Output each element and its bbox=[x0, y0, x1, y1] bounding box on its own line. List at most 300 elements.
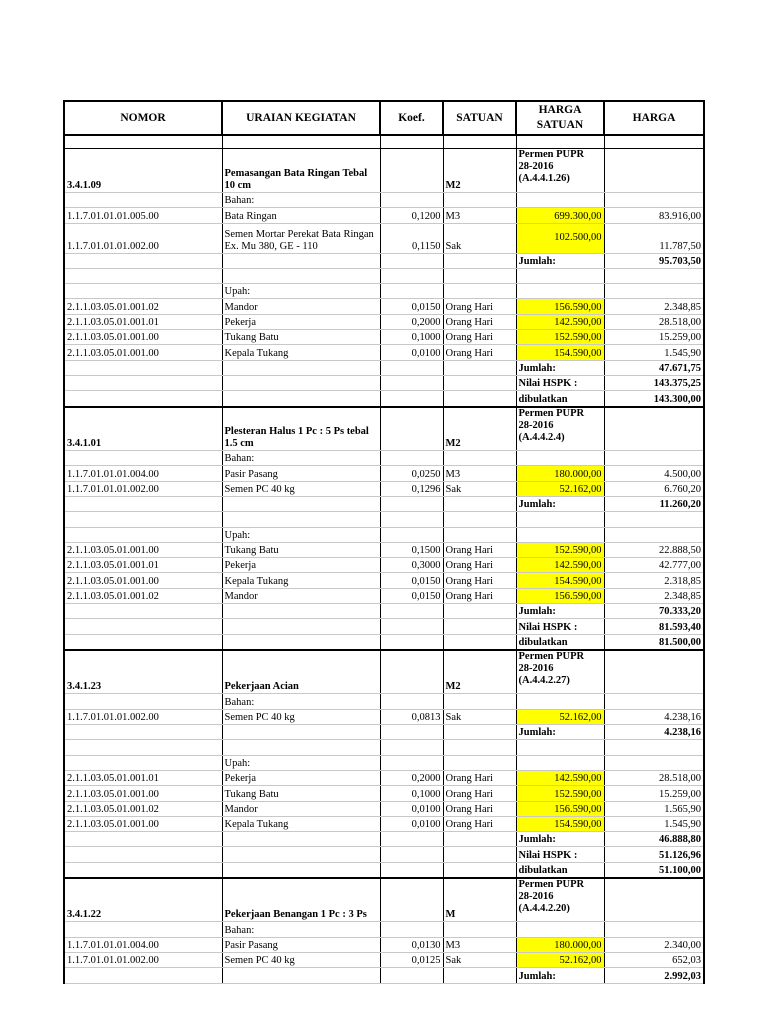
jumlah-upah-row bbox=[64, 832, 704, 847]
item-total: 11.787,50 bbox=[604, 223, 704, 253]
item-koef: 0,0100 bbox=[380, 345, 443, 360]
header-satuan: SATUAN bbox=[443, 101, 516, 135]
bahan-row bbox=[64, 481, 704, 496]
item-unit: Sak bbox=[443, 223, 516, 253]
cell-koef-empty bbox=[380, 725, 443, 740]
cell-harga-empty bbox=[604, 922, 704, 937]
jumlah-bahan-row bbox=[64, 968, 704, 983]
cell-nomor-empty bbox=[64, 968, 222, 983]
item-koef: 0,0150 bbox=[380, 573, 443, 588]
upah-row bbox=[64, 345, 704, 360]
item-unit: Sak bbox=[443, 709, 516, 724]
item-koef: 0,0100 bbox=[380, 816, 443, 831]
nilai-hspk-label: Nilai HSPK : bbox=[516, 619, 604, 634]
cell-nomor-empty bbox=[64, 755, 222, 770]
cell-nomor-empty bbox=[64, 193, 222, 208]
item-koef: 0,1000 bbox=[380, 786, 443, 801]
nilai-hspk-value: 143.375,25 bbox=[604, 375, 704, 390]
item-code: 2.1.1.03.05.01.001.01 bbox=[64, 770, 222, 785]
item-unit-price: 699.300,00 bbox=[516, 208, 604, 223]
item-koef: 0,1500 bbox=[380, 542, 443, 557]
cell-koef-empty bbox=[380, 135, 443, 149]
cell-uraian-empty bbox=[222, 253, 380, 268]
cell-koef-empty bbox=[380, 253, 443, 268]
cell-uraian-empty bbox=[222, 968, 380, 983]
jumlah-upah-row bbox=[64, 360, 704, 375]
cell-koef-empty bbox=[380, 619, 443, 634]
reference-line: Permen PUPR bbox=[518, 878, 585, 890]
item-code: 2.1.1.03.05.01.001.00 bbox=[64, 542, 222, 557]
item-name: Bata Ringan bbox=[222, 208, 380, 223]
cell-satuan-empty bbox=[443, 740, 516, 755]
cell-koef-empty bbox=[380, 922, 443, 937]
nilai-hspk-row bbox=[64, 847, 704, 862]
jumlah-bahan-value: 95.703,50 bbox=[604, 253, 704, 268]
item-name: Tukang Batu bbox=[222, 786, 380, 801]
item-total: 652,03 bbox=[604, 953, 704, 968]
item-total: 6.760,20 bbox=[604, 481, 704, 496]
dibulatkan-value: 143.300,00 bbox=[604, 391, 704, 407]
upah-label-row bbox=[64, 527, 704, 542]
cell-nomor-empty bbox=[64, 512, 222, 527]
upah-row bbox=[64, 801, 704, 816]
reference-line: 28-2016 bbox=[518, 662, 554, 674]
cell-satuan-empty bbox=[443, 193, 516, 208]
cell-satuan-empty bbox=[443, 391, 516, 407]
cell-koef-empty bbox=[380, 451, 443, 466]
cell-harga-empty bbox=[604, 193, 704, 208]
spacer-row bbox=[64, 740, 704, 755]
cell-nomor-empty bbox=[64, 253, 222, 268]
item-code: 2.1.1.03.05.01.001.02 bbox=[64, 801, 222, 816]
jumlah-upah-label: Jumlah: bbox=[516, 360, 604, 375]
item-unit-price: 156.590,00 bbox=[516, 588, 604, 603]
upah-row bbox=[64, 588, 704, 603]
item-code: 1.1.7.01.01.01.002.00 bbox=[64, 709, 222, 724]
item-total: 22.888,50 bbox=[604, 542, 704, 557]
cell-uraian-empty bbox=[222, 832, 380, 847]
jumlah-bahan-value: 11.260,20 bbox=[604, 496, 704, 511]
reference-line: (A.4.4.2.4) bbox=[518, 431, 565, 443]
jumlah-bahan-label: Jumlah: bbox=[516, 968, 604, 983]
cell-harga-satuan-empty bbox=[516, 451, 604, 466]
item-name: Semen PC 40 kg bbox=[222, 709, 380, 724]
item-total: 4.500,00 bbox=[604, 466, 704, 481]
upah-row bbox=[64, 299, 704, 314]
item-unit-price: 52.162,00 bbox=[516, 709, 604, 724]
item-total: 1.545,90 bbox=[604, 816, 704, 831]
header-nomor: NOMOR bbox=[64, 101, 222, 135]
bahan-label: Bahan: bbox=[222, 694, 380, 709]
item-koef: 0,2000 bbox=[380, 314, 443, 329]
item-koef: 0,1200 bbox=[380, 208, 443, 223]
cell-koef-empty bbox=[380, 527, 443, 542]
spreadsheet bbox=[63, 100, 703, 984]
cell-koef-empty bbox=[380, 391, 443, 407]
cell-koef-empty bbox=[380, 862, 443, 878]
section-title-row bbox=[64, 149, 704, 193]
bahan-row bbox=[64, 953, 704, 968]
item-unit-price: 152.590,00 bbox=[516, 330, 604, 345]
bahan-row bbox=[64, 709, 704, 724]
cell-satuan-empty bbox=[443, 284, 516, 299]
cell-harga-empty bbox=[604, 878, 704, 922]
cell-nomor-empty bbox=[64, 496, 222, 511]
item-code: 2.1.1.03.05.01.001.00 bbox=[64, 345, 222, 360]
item-name: Pekerja bbox=[222, 558, 380, 573]
cell-harga-empty bbox=[604, 135, 704, 149]
reference-line: (A.4.4.2.20) bbox=[518, 902, 570, 914]
item-koef: 0,0100 bbox=[380, 801, 443, 816]
cell-koef-empty bbox=[380, 268, 443, 283]
bahan-label-row bbox=[64, 694, 704, 709]
cell-satuan-empty bbox=[443, 253, 516, 268]
item-code: 1.1.7.01.01.01.002.00 bbox=[64, 953, 222, 968]
section-code: 3.4.1.09 bbox=[64, 149, 222, 193]
header-row bbox=[64, 101, 704, 135]
item-total: 28.518,00 bbox=[604, 314, 704, 329]
cell-nomor-empty bbox=[64, 135, 222, 149]
item-total: 1.565,90 bbox=[604, 801, 704, 816]
section-code: 3.4.1.01 bbox=[64, 407, 222, 451]
cell-harga-empty bbox=[604, 527, 704, 542]
item-koef: 0,0150 bbox=[380, 588, 443, 603]
item-total: 42.777,00 bbox=[604, 558, 704, 573]
item-unit: Orang Hari bbox=[443, 573, 516, 588]
cell-koef-empty bbox=[380, 740, 443, 755]
cell-harga-satuan-empty bbox=[516, 755, 604, 770]
section-code: 3.4.1.23 bbox=[64, 650, 222, 694]
item-unit-price: 156.590,00 bbox=[516, 801, 604, 816]
table-body bbox=[64, 135, 704, 983]
section-reference bbox=[516, 407, 604, 451]
cell-nomor-empty bbox=[64, 740, 222, 755]
upah-label: Upah: bbox=[222, 755, 380, 770]
upah-row bbox=[64, 573, 704, 588]
item-code: 2.1.1.03.05.01.001.01 bbox=[64, 558, 222, 573]
item-koef: 0,1296 bbox=[380, 481, 443, 496]
bahan-row bbox=[64, 208, 704, 223]
cell-koef-empty bbox=[380, 878, 443, 922]
item-unit-price: 152.590,00 bbox=[516, 786, 604, 801]
cell-koef-empty bbox=[380, 193, 443, 208]
reference-line: 28-2016 bbox=[518, 419, 554, 431]
cell-nomor-empty bbox=[64, 832, 222, 847]
item-unit-price: 156.590,00 bbox=[516, 299, 604, 314]
cell-nomor-empty bbox=[64, 284, 222, 299]
item-total: 83.916,00 bbox=[604, 208, 704, 223]
item-unit-price: 154.590,00 bbox=[516, 573, 604, 588]
cell-satuan-empty bbox=[443, 135, 516, 149]
cell-harga-empty bbox=[604, 650, 704, 694]
cell-harga-satuan-empty bbox=[516, 268, 604, 283]
nilai-hspk-row bbox=[64, 619, 704, 634]
item-name: Pasir Pasang bbox=[222, 937, 380, 952]
item-total: 4.238,16 bbox=[604, 709, 704, 724]
cell-harga-satuan-empty bbox=[516, 922, 604, 937]
cell-koef-empty bbox=[380, 284, 443, 299]
bahan-row bbox=[64, 223, 704, 253]
section-title: Pekerjaan Acian bbox=[222, 650, 380, 694]
item-total: 2.340,00 bbox=[604, 937, 704, 952]
item-koef: 0,0813 bbox=[380, 709, 443, 724]
bahan-label-row bbox=[64, 922, 704, 937]
reference-line: (A.4.4.1.26) bbox=[518, 173, 570, 184]
cell-nomor-empty bbox=[64, 268, 222, 283]
cell-koef-empty bbox=[380, 847, 443, 862]
item-name: Tukang Batu bbox=[222, 330, 380, 345]
item-code: 2.1.1.03.05.01.001.01 bbox=[64, 314, 222, 329]
item-code: 1.1.7.01.01.01.002.00 bbox=[64, 223, 222, 253]
jumlah-upah-label: Jumlah: bbox=[516, 604, 604, 619]
item-koef: 0,0125 bbox=[380, 953, 443, 968]
cell-harga-satuan-empty bbox=[516, 527, 604, 542]
cell-harga-empty bbox=[604, 284, 704, 299]
item-unit: Orang Hari bbox=[443, 345, 516, 360]
upah-row bbox=[64, 558, 704, 573]
cell-satuan-empty bbox=[443, 451, 516, 466]
cell-nomor-empty bbox=[64, 694, 222, 709]
section-title: Pemasangan Bata Ringan Tebal 10 cm bbox=[222, 149, 380, 193]
jumlah-upah-label: Jumlah: bbox=[516, 832, 604, 847]
cell-satuan-empty bbox=[443, 755, 516, 770]
item-unit: Orang Hari bbox=[443, 330, 516, 345]
item-total: 2.348,85 bbox=[604, 299, 704, 314]
cell-harga-satuan-empty bbox=[516, 740, 604, 755]
cell-uraian-empty bbox=[222, 512, 380, 527]
cell-koef-empty bbox=[380, 375, 443, 390]
item-code: 2.1.1.03.05.01.001.00 bbox=[64, 816, 222, 831]
header-harga-satuan: HARGA SATUAN bbox=[516, 101, 604, 135]
cell-nomor-empty bbox=[64, 527, 222, 542]
item-unit-price: 154.590,00 bbox=[516, 345, 604, 360]
dibulatkan-row bbox=[64, 862, 704, 878]
section-unit: M bbox=[443, 878, 516, 922]
item-unit-price: 52.162,00 bbox=[516, 481, 604, 496]
item-unit: M3 bbox=[443, 208, 516, 223]
header-harga: HARGA bbox=[604, 101, 704, 135]
item-name: Mandor bbox=[222, 299, 380, 314]
reference-line: (A.4.4.2.27) bbox=[518, 674, 570, 686]
cell-uraian-empty bbox=[222, 862, 380, 878]
item-name: Mandor bbox=[222, 801, 380, 816]
section-title: Pekerjaan Benangan 1 Pc : 3 Ps bbox=[222, 878, 380, 922]
upah-row bbox=[64, 330, 704, 345]
item-name: Pekerja bbox=[222, 314, 380, 329]
section-title-row bbox=[64, 407, 704, 451]
spacer-row bbox=[64, 135, 704, 149]
jumlah-bahan-label: Jumlah: bbox=[516, 496, 604, 511]
item-koef: 0,0130 bbox=[380, 937, 443, 952]
nilai-hspk-label: Nilai HSPK : bbox=[516, 847, 604, 862]
header-koef: Koef. bbox=[380, 101, 443, 135]
cell-koef-empty bbox=[380, 604, 443, 619]
cell-nomor-empty bbox=[64, 360, 222, 375]
dibulatkan-label: dibulatkan bbox=[516, 634, 604, 650]
bahan-label-row bbox=[64, 193, 704, 208]
cell-satuan-empty bbox=[443, 694, 516, 709]
jumlah-bahan-label: Jumlah: bbox=[516, 725, 604, 740]
jumlah-bahan-row bbox=[64, 496, 704, 511]
cell-harga-empty bbox=[604, 740, 704, 755]
cell-nomor-empty bbox=[64, 634, 222, 650]
dibulatkan-value: 81.500,00 bbox=[604, 634, 704, 650]
section-title-row bbox=[64, 650, 704, 694]
cell-koef-empty bbox=[380, 694, 443, 709]
item-unit: Orang Hari bbox=[443, 816, 516, 831]
bahan-row bbox=[64, 466, 704, 481]
dibulatkan-label: dibulatkan bbox=[516, 391, 604, 407]
item-unit: Orang Hari bbox=[443, 588, 516, 603]
cell-harga-satuan-empty bbox=[516, 284, 604, 299]
upah-label: Upah: bbox=[222, 527, 380, 542]
item-code: 2.1.1.03.05.01.001.00 bbox=[64, 573, 222, 588]
spacer-row bbox=[64, 268, 704, 283]
jumlah-upah-value: 70.333,20 bbox=[604, 604, 704, 619]
section-title: Plesteran Halus 1 Pc : 5 Ps tebal 1.5 cm bbox=[222, 407, 380, 451]
item-unit: Sak bbox=[443, 953, 516, 968]
cell-uraian-empty bbox=[222, 634, 380, 650]
reference-line: Permen PUPR bbox=[518, 407, 585, 419]
item-unit: Orang Hari bbox=[443, 786, 516, 801]
section-title-row bbox=[64, 878, 704, 922]
cell-uraian-empty bbox=[222, 619, 380, 634]
jumlah-upah-value: 46.888,80 bbox=[604, 832, 704, 847]
item-koef: 0,0150 bbox=[380, 299, 443, 314]
section-unit: M2 bbox=[443, 149, 516, 193]
cell-satuan-empty bbox=[443, 604, 516, 619]
cell-harga-empty bbox=[604, 512, 704, 527]
upah-label-row bbox=[64, 755, 704, 770]
cell-harga-empty bbox=[604, 407, 704, 451]
item-koef: 0,3000 bbox=[380, 558, 443, 573]
cell-uraian-empty bbox=[222, 604, 380, 619]
cell-koef-empty bbox=[380, 650, 443, 694]
bahan-row bbox=[64, 937, 704, 952]
reference-line: Permen PUPR bbox=[518, 149, 585, 160]
item-name: Kepala Tukang bbox=[222, 573, 380, 588]
item-unit: Orang Hari bbox=[443, 542, 516, 557]
cell-koef-empty bbox=[380, 634, 443, 650]
cell-harga-empty bbox=[604, 149, 704, 193]
item-code: 1.1.7.01.01.01.004.00 bbox=[64, 937, 222, 952]
cell-satuan-empty bbox=[443, 634, 516, 650]
item-name: Semen PC 40 kg bbox=[222, 953, 380, 968]
item-unit-price: 52.162,00 bbox=[516, 953, 604, 968]
cell-satuan-empty bbox=[443, 360, 516, 375]
cell-harga-empty bbox=[604, 451, 704, 466]
cell-koef-empty bbox=[380, 149, 443, 193]
upah-label-row bbox=[64, 284, 704, 299]
cell-harga-satuan-empty bbox=[516, 193, 604, 208]
spacer-row bbox=[64, 512, 704, 527]
cell-uraian-empty bbox=[222, 496, 380, 511]
cell-uraian-empty bbox=[222, 375, 380, 390]
cell-nomor-empty bbox=[64, 619, 222, 634]
section-reference bbox=[516, 650, 604, 694]
item-name: Kepala Tukang bbox=[222, 345, 380, 360]
item-unit: M3 bbox=[443, 466, 516, 481]
upah-row bbox=[64, 770, 704, 785]
upah-label: Upah: bbox=[222, 284, 380, 299]
cell-nomor-empty bbox=[64, 391, 222, 407]
cell-nomor-empty bbox=[64, 847, 222, 862]
cell-koef-empty bbox=[380, 512, 443, 527]
cell-satuan-empty bbox=[443, 268, 516, 283]
cell-satuan-empty bbox=[443, 847, 516, 862]
nilai-hspk-row bbox=[64, 375, 704, 390]
section-reference bbox=[516, 878, 604, 922]
item-code: 2.1.1.03.05.01.001.00 bbox=[64, 786, 222, 801]
cell-harga-satuan-empty bbox=[516, 694, 604, 709]
upah-row bbox=[64, 816, 704, 831]
item-unit: Orang Hari bbox=[443, 299, 516, 314]
item-unit: Orang Hari bbox=[443, 314, 516, 329]
jumlah-upah-value: 47.671,75 bbox=[604, 360, 704, 375]
item-unit: Orang Hari bbox=[443, 770, 516, 785]
bahan-label: Bahan: bbox=[222, 451, 380, 466]
item-code: 2.1.1.03.05.01.001.02 bbox=[64, 299, 222, 314]
nilai-hspk-label: Nilai HSPK : bbox=[516, 375, 604, 390]
cell-uraian-empty bbox=[222, 135, 380, 149]
item-unit: M3 bbox=[443, 937, 516, 952]
reference-line: 28-2016 bbox=[518, 161, 554, 172]
cell-satuan-empty bbox=[443, 527, 516, 542]
jumlah-bahan-row bbox=[64, 725, 704, 740]
upah-row bbox=[64, 786, 704, 801]
cell-nomor-empty bbox=[64, 862, 222, 878]
cell-nomor-empty bbox=[64, 451, 222, 466]
cell-satuan-empty bbox=[443, 496, 516, 511]
item-unit-price: 180.000,00 bbox=[516, 466, 604, 481]
upah-row bbox=[64, 542, 704, 557]
item-unit: Orang Hari bbox=[443, 801, 516, 816]
cell-satuan-empty bbox=[443, 725, 516, 740]
cell-uraian-empty bbox=[222, 725, 380, 740]
jumlah-bahan-row bbox=[64, 253, 704, 268]
item-name: Semen PC 40 kg bbox=[222, 481, 380, 496]
cell-satuan-empty bbox=[443, 862, 516, 878]
cell-harga-satuan-empty bbox=[516, 135, 604, 149]
jumlah-bahan-value: 4.238,16 bbox=[604, 725, 704, 740]
item-total: 2.318,85 bbox=[604, 573, 704, 588]
cell-koef-empty bbox=[380, 407, 443, 451]
cell-uraian-empty bbox=[222, 268, 380, 283]
cell-koef-empty bbox=[380, 755, 443, 770]
cell-satuan-empty bbox=[443, 968, 516, 983]
item-total: 2.348,85 bbox=[604, 588, 704, 603]
item-code: 2.1.1.03.05.01.001.00 bbox=[64, 330, 222, 345]
cell-koef-empty bbox=[380, 360, 443, 375]
cell-koef-empty bbox=[380, 496, 443, 511]
bahan-label: Bahan: bbox=[222, 922, 380, 937]
reference-line: Permen PUPR bbox=[518, 650, 585, 662]
bahan-label: Bahan: bbox=[222, 193, 380, 208]
dibulatkan-label: dibulatkan bbox=[516, 862, 604, 878]
item-code: 1.1.7.01.01.01.004.00 bbox=[64, 466, 222, 481]
item-unit-price: 142.590,00 bbox=[516, 558, 604, 573]
item-name: Semen Mortar Perekat Bata Ringan Ex. Mu 380, GE - 110 bbox=[222, 223, 380, 253]
cell-nomor-empty bbox=[64, 375, 222, 390]
cell-nomor-empty bbox=[64, 604, 222, 619]
cell-uraian-empty bbox=[222, 360, 380, 375]
section-code: 3.4.1.22 bbox=[64, 878, 222, 922]
item-name: Pasir Pasang bbox=[222, 466, 380, 481]
jumlah-upah-row bbox=[64, 604, 704, 619]
cell-satuan-empty bbox=[443, 512, 516, 527]
cell-nomor-empty bbox=[64, 922, 222, 937]
cell-uraian-empty bbox=[222, 391, 380, 407]
